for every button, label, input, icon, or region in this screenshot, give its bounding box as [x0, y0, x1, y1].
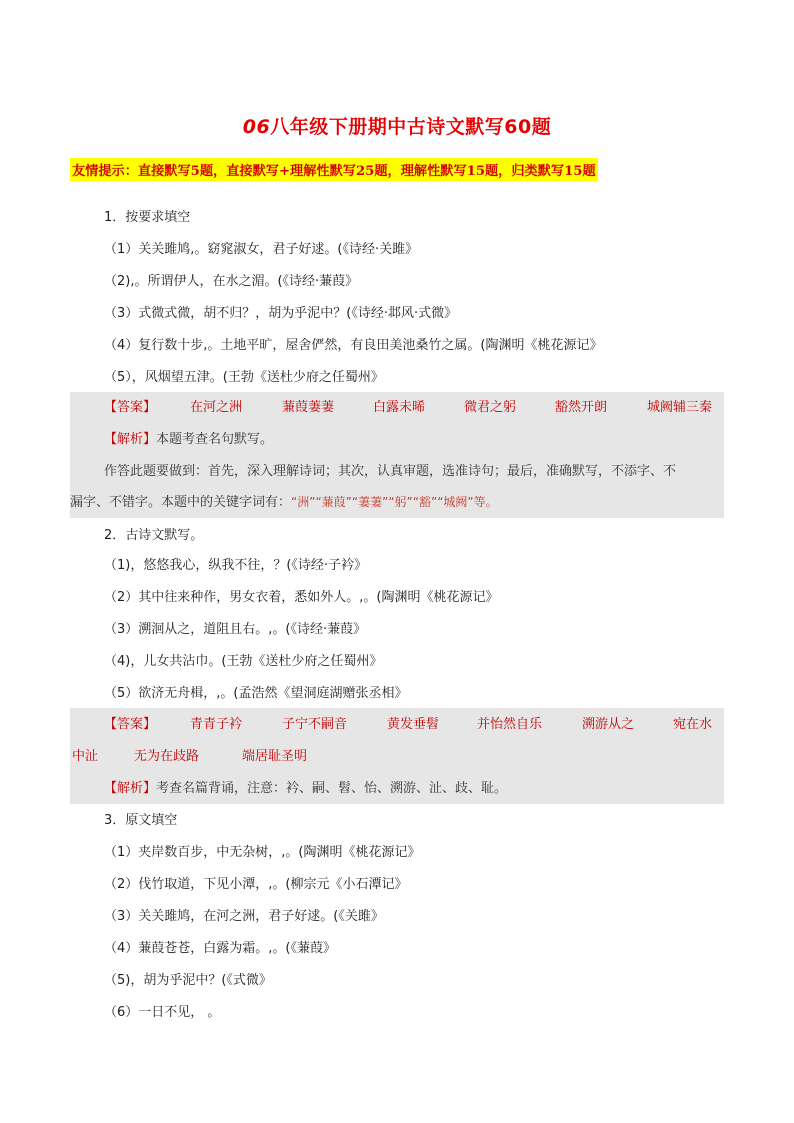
- analysis-row: [104, 780, 507, 798]
- answer-item: 蒹葭萋萋: [282, 400, 335, 415]
- question-2-line: （1)，悠悠我心，纵我不往，？(《诗经·子衿》: [104, 558, 368, 573]
- answer-item: 豁然开朗: [555, 400, 608, 415]
- question-2-line: （2）其中往来种作，男女衣着，悉如外人。,。(陶渊明《桃花源记》: [104, 590, 499, 605]
- question-3-line: （6）一日不见， 。: [104, 1005, 221, 1020]
- keyword: “洲”: [291, 495, 316, 509]
- analysis-text: 作答此题要做到：首先，深入理解诗词；其次，认真审题，选准诗句；最后，准确默写，不添字、不: [104, 464, 677, 479]
- keyword: “豁”: [412, 495, 438, 509]
- title-number: 06: [242, 116, 271, 138]
- analysis-end: 等。: [473, 495, 498, 509]
- answer-box-1: [70, 392, 724, 518]
- question-3-line: （3）关关雎鸠，在河之洲，君子好逑。(《关雎》: [104, 909, 384, 924]
- answer-box-2: [70, 708, 724, 804]
- answer-item: 城阙辅三秦: [647, 400, 713, 415]
- answer-item: 并怡然自乐: [477, 717, 543, 732]
- question-3-heading: 3．原文填空: [104, 813, 178, 828]
- analysis-tag: 【解析】: [104, 781, 157, 796]
- analysis-text: 考查名篇背诵，注意：衿、嗣、髫、怡、溯游、沚、歧、耻。: [156, 781, 508, 796]
- question-2-heading: 2．古诗文默写。: [104, 528, 204, 543]
- answer-item: 白露未晞: [373, 400, 426, 415]
- answer-item: 青青子衿: [190, 717, 243, 732]
- question-2-line: （5）欲济无舟楫，,。(孟浩然《望洞庭湖赠张丞相》: [104, 686, 408, 701]
- question-1-line: （5），风烟望五津。(王勃《送杜少府之任蜀州》: [104, 370, 384, 385]
- answer-item: 端居耻圣明: [242, 749, 308, 764]
- answer-item: 在河之洲: [190, 400, 243, 415]
- question-1-line: （2),。所谓伊人，在水之湄。(《诗经·蒹葭》: [104, 274, 359, 289]
- answer-item: 溯游从之: [582, 717, 635, 732]
- question-2-line: （4)，儿女共沾巾。(王勃《送杜少府之任蜀州》: [104, 654, 383, 669]
- answer-tag: 【答案】: [104, 400, 157, 415]
- answer-item: 宛在水: [673, 717, 713, 732]
- analysis-row: [104, 431, 273, 449]
- keyword: “萋萋”: [351, 495, 389, 509]
- question-2-line: （3）溯洄从之，道阻且右。,。(《诗经·蒹葭》: [104, 622, 367, 637]
- analysis-text: 漏字、不错字。本题中的关键字词有：: [70, 495, 292, 510]
- answer-item: 微君之躬: [464, 400, 517, 415]
- analysis-text: 本题考查名句默写。: [156, 432, 274, 447]
- question-3-line: （1）夹岸数百步，中无杂树，,。(陶渊明《桃花源记》: [104, 845, 421, 860]
- question-1-line: （3）式微式微，胡不归？，胡为乎泥中？(《诗经·邶风·式微》: [104, 306, 458, 321]
- tips-banner: [70, 158, 724, 181]
- answer-item: 子宁不嗣音: [282, 717, 348, 732]
- question-1-heading: 1．按要求填空: [104, 210, 191, 225]
- answer-item: 中沚: [72, 749, 99, 764]
- question-3-line: （5)，胡为乎泥中？(《式微》: [104, 973, 272, 988]
- page-title: [0, 112, 794, 139]
- tips-text: 友情提示：直接默写5题，直接默写+理解性默写25题，理解性默写15题，归类默写15题: [70, 158, 598, 181]
- question-1-line: （4）复行数十步,。土地平旷，屋舍俨然，有良田美池桑竹之属。(陶渊明《桃花源记》: [104, 338, 603, 353]
- title-text: 八年级下册期中古诗文默写60题: [270, 116, 552, 138]
- question-3-line: （4）蒹葭苍苍，白露为霜。,。(《蒹葭》: [104, 941, 336, 956]
- analysis-tag: 【解析】: [104, 432, 157, 447]
- keyword: “躬”: [388, 495, 413, 509]
- keyword: “蒹葭”: [315, 495, 352, 509]
- answer-tag: 【答案】: [104, 717, 157, 732]
- answer-item: 无为在歧路: [134, 749, 200, 764]
- question-3-line: （2）伐竹取道，下见小潭，,。(柳宗元《小石潭记》: [104, 877, 408, 892]
- keyword: “城阙”: [437, 495, 474, 509]
- answer-item: 黄发垂髫: [387, 717, 440, 732]
- question-1-line: （1）关关雎鸠,。窈窕淑女，君子好逑。(《诗经·关雎》: [104, 242, 419, 257]
- analysis-row: [70, 493, 498, 512]
